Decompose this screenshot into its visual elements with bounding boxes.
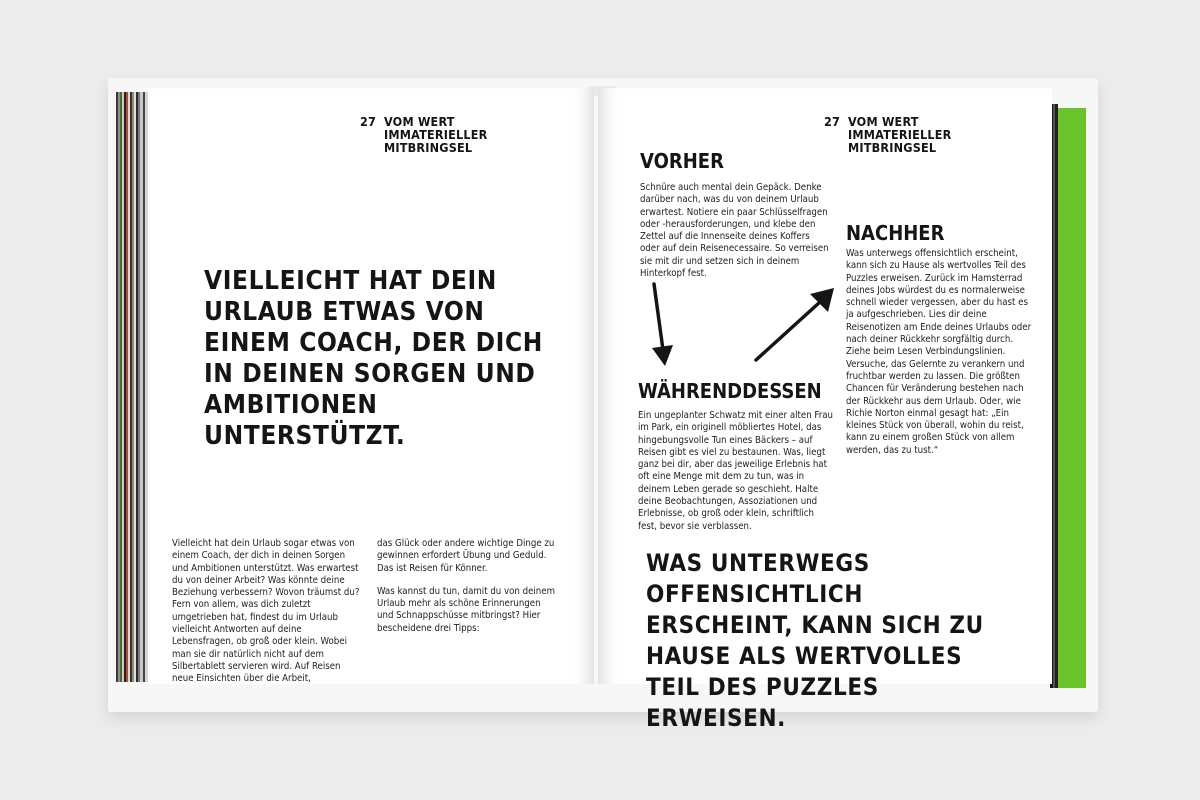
arrow-down-icon: [646, 282, 676, 368]
section-text-nachher: Was unterwegs offensichtlich erscheint, kann sich zu Hause als wertvolles Teil des Puzzles erweisen. Zurück im Hamsterrad deines Jobs würdest du es normalerweise schnell wieder vergessen, aber du hast es ja aufgeschrieben. Lies dir deine Reisenotizen am Ende deines Urlaubs oder nach deiner Rückkehr sorgfältig durch. Ziehe beim Lesen Verbindungslinien. Versuche, das Gelernte zu verankern und fruchtbar werden zu lassen. Die größten Chancen für Veränderung bestehen nach der Rückkehr aus dem Urlaub. Oder, wie Richie Norton einmal gesagt hat: „Ein kleines Stück von überall, wohin du reist, kann zu einem großen Stück von allem werden, das zu tust.“: [846, 248, 1032, 456]
left-page: [148, 88, 594, 684]
section-text-waehrenddessen: Ein ungeplanter Schwatz mit einer alten Frau im Park, ein originell möbliertes Hotel, das hingebungsvolle Tun eines Bäckers – auf Reisen gibt es viel zu bestaunen. Was, liegt ganz bei dir, aber das jeweilige Erlebnis hat oft eine Menge mit dem zu tun, was in deinem Leben gerade so geschieht. Halte deine Beobachtungen, Assoziationen und Erlebnisse, ob groß oder klein, schriftlich fest, bevor sie verblassen.: [638, 410, 833, 532]
page-number: 27: [360, 114, 377, 129]
body-column-1: [172, 538, 364, 697]
running-title: VOM WERT IMMATERIELLER MITBRINGSEL: [384, 114, 488, 155]
arrow-up-right-icon: [750, 286, 840, 366]
section-heading-nachher: NACHHER: [846, 221, 945, 245]
running-title: VOM WERT IMMATERIELLER MITBRINGSEL: [848, 114, 952, 155]
paragraph: Vielleicht hat dein Urlaub sogar etwas von einem Coach, der dich in deinen Sorgen und Ambitionen unterstützt. Was erwartest du von deiner Arbeit? Was könnte deine Beziehung verbessern? Wovon träumst du? Fern von allem, was dich zuletzt umgetrieben hat, findest du im Urlaub vielleicht Antworten auf deine Lebensfragen, ob groß oder klein. Wobei man sie dir natürlich nicht auf dem Silbertablett servieren wird. Auf Reisen neue Einsichten über die Arbeit,: [172, 538, 360, 685]
section-heading-waehrenddessen: WÄHRENDDESSEN: [638, 379, 822, 403]
page-number: 27: [824, 114, 841, 129]
paragraph: Was kannst du tun, damit du von deinem Urlaub mehr als schöne Erinnerungen und Schnappschüsse mitbringst? Hier bescheidene drei Tipps:: [377, 585, 555, 634]
section-text-vorher: Schnüre auch mental dein Gepäck. Denke darüber nach, was du von deinem Urlaub erwartest. Notiere ein paar Schlüsselfragen oder -herausforderungen, und klebe den Zettel auf die Innenseite deines Koffers oder auf dein Reisenecessaire. So verreisen sie mit dir und setzen sich in deinem Hinterkopf fest.: [640, 182, 829, 280]
right-page: [598, 88, 1052, 732]
body-column-2: [377, 538, 557, 646]
pull-quote: VIELLEICHT HAT DEIN URLAUB ETWAS VON EINEM COACH, DER DICH IN DEINEN SORGEN UND AMBITIONEN UNTERSTÜTZT.: [204, 266, 543, 451]
paragraph: das Glück oder andere wichtige Dinge zu gewinnen erfordert Übung und Geduld. Das ist Reisen für Könner.: [377, 538, 555, 574]
section-heading-vorher: VORHER: [640, 149, 724, 173]
green-page-edge: [1058, 108, 1086, 688]
pull-quote: WAS UNTERWEGS OFFENSICHTLICH ERSCHEINT, KANN SICH ZU HAUSE ALS WERTVOLLES TEIL DES PUZZLES ERWEISEN.: [646, 549, 984, 732]
